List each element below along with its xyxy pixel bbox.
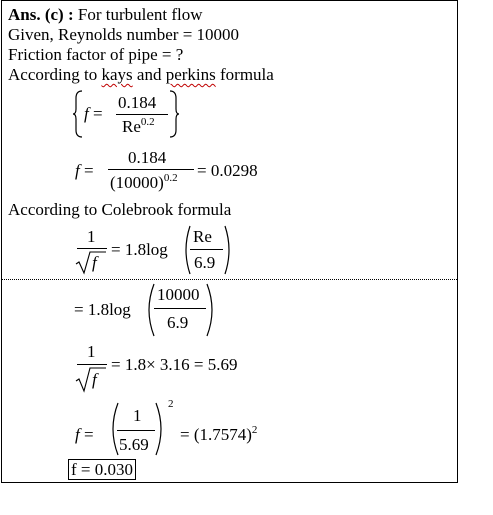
eq3-paren-numerator: Re: [193, 227, 212, 246]
eq3-fraction-bar: [77, 248, 107, 249]
left-paren-icon: [143, 283, 155, 337]
ans-label: Ans. (c) :: [8, 5, 74, 24]
dotted-divider: [2, 279, 457, 280]
left-paren-icon: [181, 225, 191, 275]
eq2-rhs: = 0.0298: [197, 161, 258, 180]
eq6-lhs: f =: [75, 425, 94, 444]
eq4-paren-numerator: 10000: [157, 285, 200, 304]
eq1-denominator: $Re^{0.2}$: [122, 116, 155, 136]
eq5-fraction-bar: [77, 364, 107, 365]
eq1-fraction-bar: [116, 114, 168, 115]
kays-pre: According to: [8, 65, 102, 84]
kays-post: formula: [215, 65, 274, 84]
eq6-exponent: 2: [168, 398, 174, 410]
right-paren-icon: [224, 225, 234, 275]
right-brace-icon: [169, 90, 179, 138]
eq2-lhs: f =: [75, 161, 94, 180]
eq6-paren-numerator: 1: [133, 406, 142, 425]
sqrt-icon: [76, 367, 106, 393]
kays-word: kays: [101, 65, 133, 84]
ans-line: [8, 5, 203, 24]
eq5-numerator: 1: [87, 342, 96, 361]
left-paren-icon: [107, 402, 119, 456]
eq4-paren-bar: [154, 308, 206, 309]
eq2-fraction-bar: [108, 169, 194, 170]
eq2-denominator: $(10000)^{0.2}$: [110, 172, 178, 192]
eq1-lhs: f =: [84, 104, 103, 123]
eq3-mid: = 1.8log: [111, 240, 168, 259]
right-paren-icon: [155, 402, 167, 456]
kays-perkins-line: [8, 65, 274, 84]
eq2-numerator: 0.184: [128, 148, 167, 167]
left-brace-icon: [73, 90, 83, 138]
right-paren-icon: [206, 283, 218, 337]
kays-mid: and: [132, 65, 166, 84]
eq6-rhs: = $(1.7574)^2$: [180, 424, 258, 444]
eq5-denominator: f: [92, 370, 97, 389]
eq3-denominator: f: [92, 253, 97, 272]
given-line: Given, Reynolds number = 10000: [8, 25, 240, 44]
eq5-rhs: = 1.8× 3.16 = 5.69: [111, 355, 238, 374]
perkins-word: perkins: [165, 65, 216, 84]
ans-text: For turbulent flow: [73, 5, 203, 24]
eq3-paren-denominator: 6.9: [194, 253, 216, 272]
final-answer-box: f = 0.030: [68, 459, 136, 480]
sqrt-icon: [76, 251, 106, 275]
friction-line: Friction factor of pipe = ?: [8, 45, 184, 64]
eq3-numerator: 1: [87, 227, 96, 246]
colebrook-line: According to Colebrook formula: [8, 200, 232, 219]
eq6-paren-bar: [117, 430, 155, 431]
eq1-numerator: 0.184: [118, 93, 157, 112]
eq6-paren-denominator: 5.69: [119, 435, 149, 454]
eq4-mid: = 1.8log: [74, 300, 131, 319]
eq3-paren-bar: [190, 249, 223, 250]
eq4-paren-denominator: 6.9: [167, 313, 189, 332]
